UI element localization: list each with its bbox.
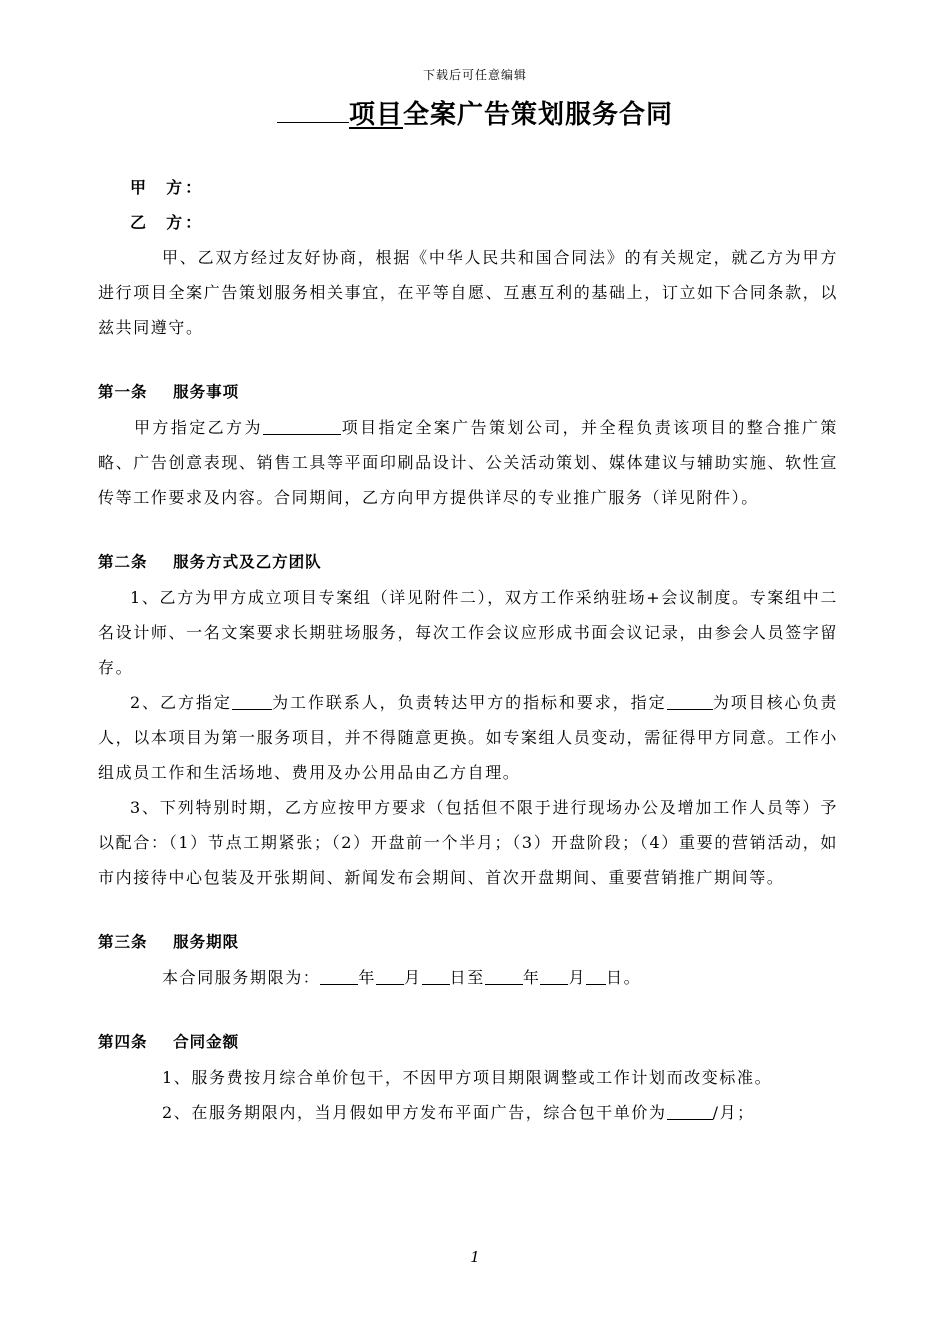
title-underlined-part: 项目 <box>348 100 403 130</box>
article-1-heading: 第一条 服务事项 <box>98 383 240 401</box>
article-2-item-2-b: 为工作联系人，负责转达甲方的指标和要求，指定 <box>271 693 667 712</box>
core-leader-blank <box>667 691 713 710</box>
period-label: 本合同服务期限为： <box>162 968 321 987</box>
page-number: 1 <box>470 1248 480 1266</box>
day-to-label: 日至 <box>449 968 485 987</box>
end-day-blank <box>586 966 606 985</box>
party-b-label: 乙 方： <box>130 213 205 232</box>
header-note: 下载后可任意编辑 <box>422 68 527 82</box>
end-month-blank <box>540 966 568 985</box>
month-label-1: 月 <box>404 968 422 987</box>
article-4-item-2 <box>98 1095 838 1130</box>
article-1-text-b: 项目指定全案广告策划公司，并全程负责该项目的整合推广策略、广告创意表现、销售工具等平面印刷品设计、公关活动策划、媒体建议与辅助实施、软性宣传等工作要求及内容。合同期间，乙方向甲方提供详尽的专业推广服务（详见附件）。 <box>98 418 839 507</box>
end-year-blank <box>485 966 523 985</box>
article-4-heading: 第四条 合同金额 <box>98 1033 240 1051</box>
start-month-blank <box>376 966 404 985</box>
article-4-item-2-b: /月； <box>712 1103 755 1122</box>
article-4-item-2-a: 2、在服务期限内，当月假如甲方发布平面广告，综合包干单价为 <box>162 1103 667 1122</box>
article-2-item-3: 3、下列特别时期，乙方应按甲方要求（包括但不限于进行现场办公及增加工作人员等）予以配合：（1）节点工期紧张；（2）开盘前一个半月；（3）开盘阶段；（4）重要的营销活动，如市内接待中心包装及开张期间、新闻发布会期间、首次开盘期间、重要营销推广期间等。 <box>98 798 838 887</box>
article-2-item-1: 1、乙方为甲方成立项目专案组（详见附件二），双方工作采纳驻场+会议制度。专案组中二名设计师、一名文案要求长期驻场服务，每次工作会议应形成书面会议记录，由参会人员签字留存。 <box>98 588 838 677</box>
intro-paragraph: 甲、乙双方经过友好协商，根据《中华人民共和国合同法》的有关规定，就乙方为甲方进行项目全案广告策划服务相关事宜，在平等自愿、互惠互利的基础上，订立如下合同条款，以兹共同遵守。 <box>98 248 838 337</box>
year-label-1: 年 <box>358 968 377 987</box>
year-label-2: 年 <box>522 968 541 987</box>
start-year-blank <box>320 966 358 985</box>
article-4-item-1: 1、服务费按月综合单价包干，不因甲方项目期限调整或工作计划而改变标准。 <box>162 1068 773 1087</box>
article-1-paragraph <box>98 410 838 515</box>
article-1-text-a: 甲方指定乙方为 <box>134 418 263 437</box>
article-2-item-2-c: 为项目核心负责人，以本项目为第一服务项目，并不得随意更换。如专案组人员变动，需征得甲方同意。工作小组成员工作和生活场地、费用及办公用品由乙方自理。 <box>98 693 838 782</box>
start-day-blank <box>422 966 450 985</box>
title-blank <box>277 100 349 123</box>
project-name-blank <box>263 416 341 435</box>
contact-person-blank <box>232 691 272 710</box>
article-2-item-2-a: 2、乙方指定 <box>130 693 232 712</box>
title-rest: 全案广告策划服务合同 <box>403 100 674 130</box>
document-title <box>0 94 950 131</box>
contract-body <box>98 170 838 1130</box>
article-3-heading: 第三条 服务期限 <box>98 933 240 951</box>
month-label-2: 月 <box>568 968 587 987</box>
article-2-item-2 <box>98 685 838 790</box>
article-3-period-line <box>98 960 838 995</box>
day-end-label: 日。 <box>606 968 642 987</box>
unit-price-blank <box>667 1101 713 1120</box>
party-a-label: 甲 方： <box>130 178 205 197</box>
article-2-heading: 第二条 服务方式及乙方团队 <box>98 553 322 571</box>
